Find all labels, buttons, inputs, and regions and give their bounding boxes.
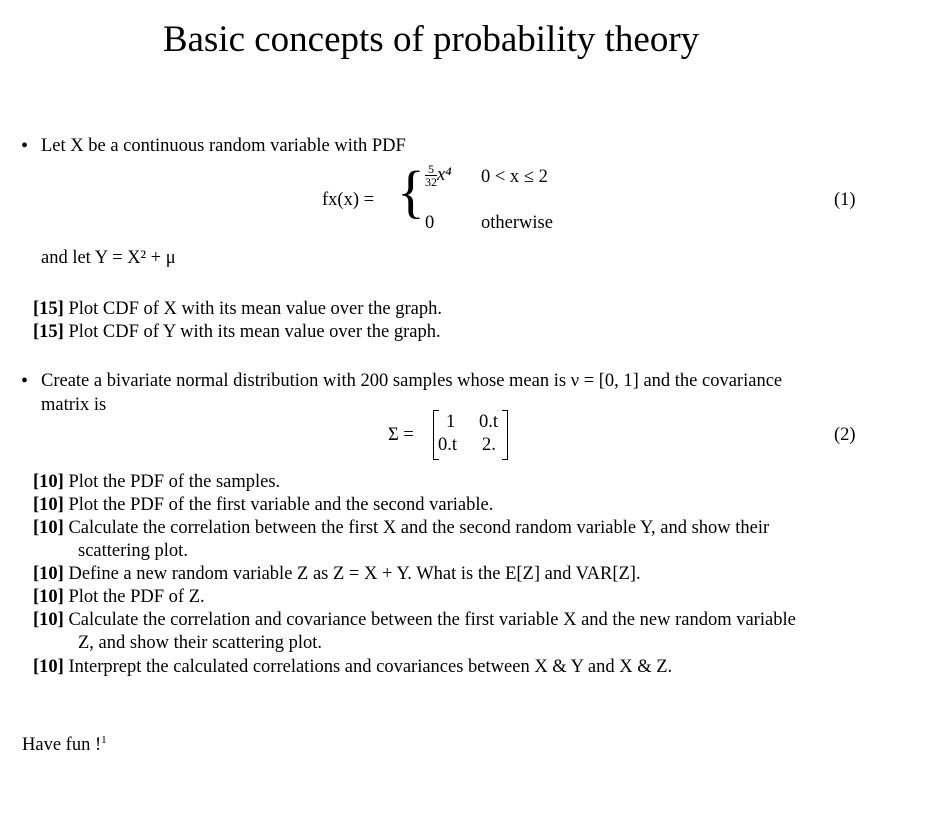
task-item: [10] Define a new random variable Z as Z = X + Y. What is the E[Z] and VAR[Z]. [33,564,641,584]
section2-intro-cont: matrix is [41,395,107,415]
bullet-icon: • [21,370,29,392]
case2-expression: 0 [425,213,435,233]
section1-intro: Let X be a continuous random variable with PDF [41,136,406,156]
matrix-cell: 0.t [438,435,458,455]
and-let-text: and let Y = X² + μ [41,248,176,268]
left-brace-icon: { [397,159,425,224]
page-title: Basic concepts of probability theory [162,19,700,60]
equation-lhs: fx(x) = [322,190,375,210]
fraction: $\frac{5}{32}$ [425,162,437,189]
task-item: [15] Plot CDF of Y with its mean value over the graph. [33,322,441,342]
task-item: [10] Plot the PDF of Z. [33,587,205,607]
matrix-cell: 0.t [479,412,499,432]
right-bracket [502,410,508,460]
equation-number: (2) [834,425,856,445]
equation-number: (1) [834,190,856,210]
case1-condition: 0 < x ≤ 2 [481,167,548,187]
matrix-cell: 2. [482,435,496,455]
footnote-mark: 1 [101,734,107,746]
matrix-lhs: Σ = [388,425,414,445]
case2-condition: otherwise [481,213,553,233]
task-item: [10] Interprept the calculated correlations and covariances between X & Y and X & Z. [33,657,673,677]
case1-expression: $\frac{5}{32}$ x⁴ [425,162,452,189]
task-item-cont: Z, and show their scattering plot. [78,633,323,653]
section2-intro: Create a bivariate normal distribution with 200 samples whose mean is ν = [0, 1] and the covariance [41,371,783,391]
task-item-cont: scattering plot. [78,541,188,561]
matrix-cell: 1 [446,412,456,432]
closing-text: Have fun !$^1$ [22,734,107,756]
task-item: [10] Plot the PDF of the first variable and the second variable. [33,495,494,515]
task-item: [10] Plot the PDF of the samples. [33,472,281,492]
task-item: [10] Calculate the correlation between the first X and the second random variable Y, and show their [33,518,770,538]
task-item: [15] Plot CDF of X with its mean value over the graph. [33,299,442,319]
bullet-icon: • [21,135,29,157]
task-item: [10] Calculate the correlation and covariance between the first variable X and the new random variable [33,610,796,630]
